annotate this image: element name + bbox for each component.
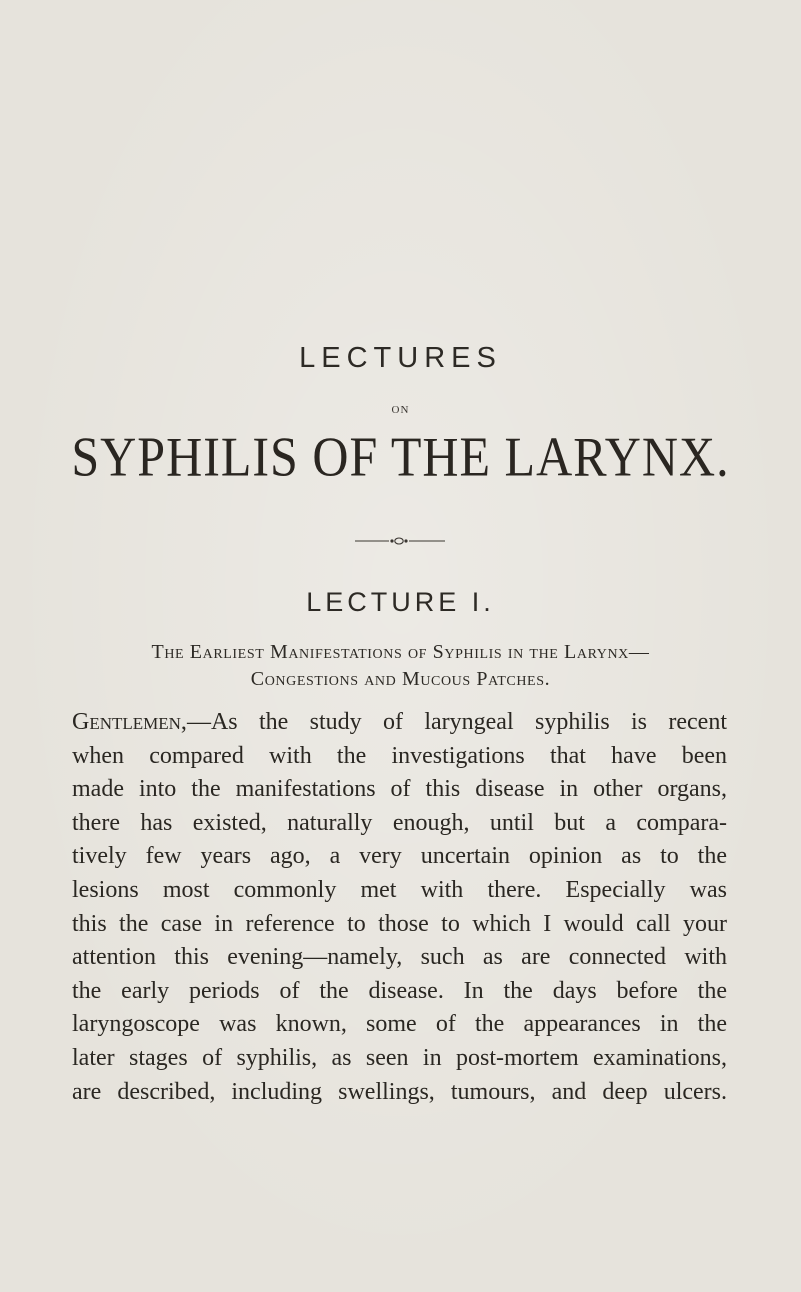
body-line: attention this evening—namely, such as are connected with: [72, 944, 727, 971]
lectures-heading: LECTURES: [299, 342, 502, 374]
lecture-caption-line-1: The Earliest Manifestations of Syphilis in the Larynx—: [151, 641, 650, 663]
book-title: SYPHILIS OF THE LARYNX.: [71, 425, 730, 488]
title-connector: ON: [391, 404, 410, 416]
body-line: lesions most commonly met with there. Especially was: [72, 876, 727, 903]
lecture-number: LECTURE I.: [306, 587, 495, 617]
body-line-text: —As the study of laryngeal syphilis is recent: [186, 709, 727, 735]
body-line: are described, including swellings, tumours, and deep ulcers.: [72, 1078, 727, 1105]
body-line: tively few years ago, a very uncertain opinion as to the: [72, 843, 727, 870]
body-line: later stages of syphilis, as seen in post-mortem examinations,: [72, 1044, 727, 1071]
body-line: laryngoscope was known, some of the appearances in the: [72, 1011, 727, 1038]
rule-ornament-icon: [355, 536, 445, 546]
body-line: made into the manifestations of this disease in other organs,: [72, 776, 727, 803]
salutation: Gentlemen,: [72, 709, 187, 735]
body-paragraph: [72, 706, 727, 1109]
body-line: when compared with the investigations that have been: [72, 742, 727, 769]
body-line: this the case in reference to those to which I would call your: [72, 910, 727, 937]
body-line: [72, 706, 727, 740]
lecture-caption-line-2: Congestions and Mucous Patches.: [250, 668, 551, 690]
body-line: the early periods of the disease. In the days before the: [72, 977, 727, 1004]
body-line: there has existed, naturally enough, until but a compara-: [72, 809, 727, 836]
